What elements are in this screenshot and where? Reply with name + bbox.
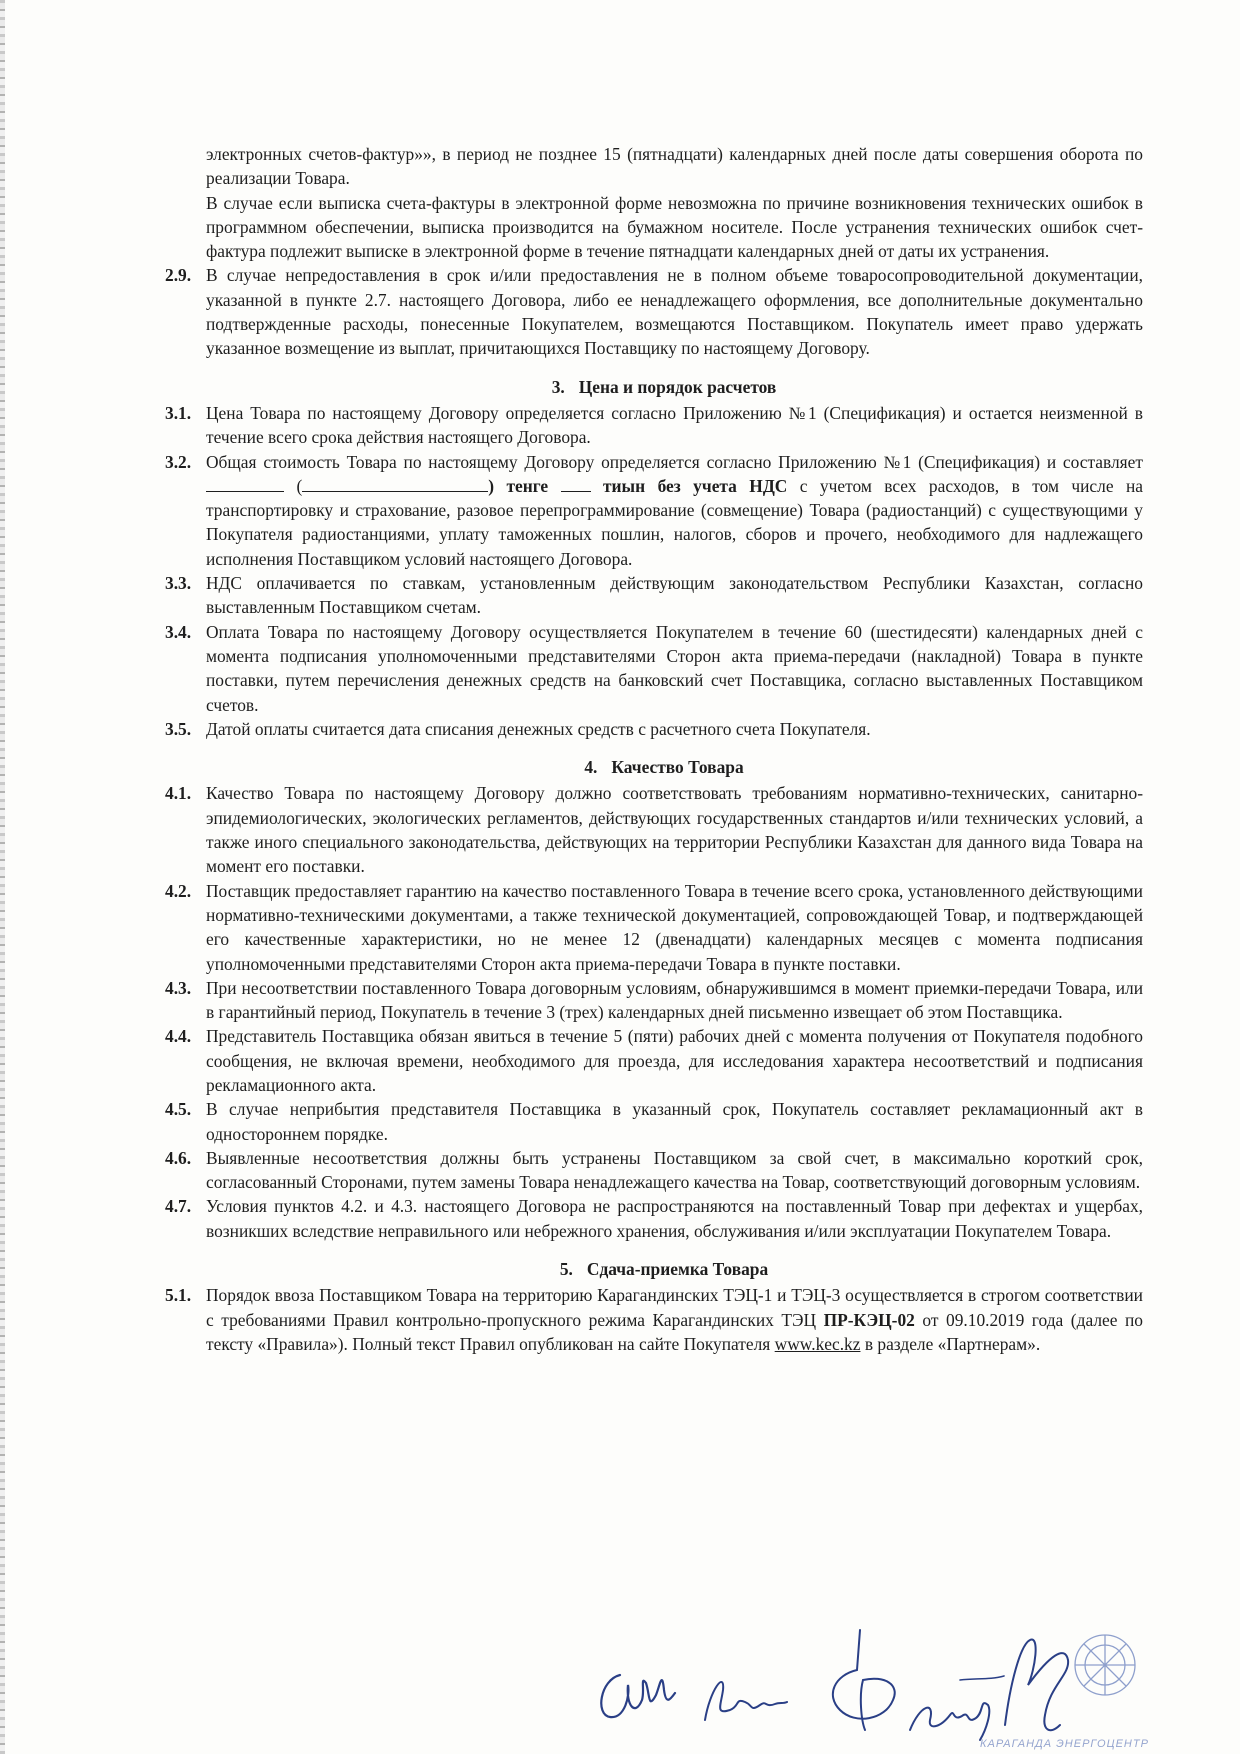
- clause-number: 4.2.: [165, 880, 192, 901]
- clause-3-1: [165, 401, 1143, 450]
- clause-number: 4.5.: [165, 1099, 192, 1120]
- clause-text-part-b: от 09.10.2019 года (далее по тексту «Правила»). Полный текст Правил опубликован на сайте Покупателя: [206, 1309, 1143, 1354]
- clause-text: В случае непредоставления в срок и/или предоставления не в полном объеме товаросопроводительной документации, указанной в пункте 2.7. настоящего Договора, либо ее ненадлежащего оформления, все дополнительные документально подтвержденные расходы, понесенные Покупателем, возмещаются Поставщиком. Покупатель имеет право удержать указанное возмещение из выплат, причитающихся Поставщику по настоящему Договору.: [206, 265, 1143, 359]
- clause-4-4: [165, 1024, 1143, 1097]
- website-link[interactable]: www.kec.kz: [774, 1333, 861, 1354]
- clause-4-3: [165, 976, 1143, 1025]
- section-heading: Качество Товара: [611, 757, 744, 778]
- clause-4-5: [165, 1097, 1143, 1146]
- clause-number: 4.4.: [165, 1026, 192, 1047]
- clause-number: 3.4.: [165, 621, 192, 642]
- clause-text-part-a: Общая стоимость Товара по настоящему Договору определяется согласно Приложению №1 (Спецификация) и составляет: [206, 451, 1143, 472]
- signature-3: [815, 1625, 905, 1735]
- section-number: 4.: [584, 757, 598, 778]
- clause-number: 3.3.: [165, 573, 192, 594]
- scan-edge: [0, 0, 5, 1754]
- section-5-title: [165, 1257, 1143, 1281]
- document-page: [165, 142, 1143, 1356]
- clause-3-5: [165, 717, 1143, 741]
- clause-number: 5.1.: [165, 1285, 192, 1306]
- section-3-title: [165, 375, 1143, 399]
- clause-3-3: [165, 571, 1143, 620]
- clause-text: В случае неприбытия представителя Поставщика в указанный срок, Покупатель составляет рекламационный акт в одностороннем порядке.: [206, 1099, 1143, 1144]
- signatures-area: [590, 1620, 1170, 1750]
- clause-number: 4.1.: [165, 783, 192, 804]
- stamp-emblem: [1060, 1620, 1150, 1720]
- clause-text: Поставщик предоставляет гарантию на качество поставленного Товара в течение всего срока, установленного действующими нормативно-техническими документами, а также технической документацией, сопровождающей Товар, и подтверждающей его качественные характеристики, но не менее 12 (двенадцати) календарных месяцев с момента подписания уполномоченными представителями Сторон акта приема-передачи Товара в пункте поставки.: [206, 880, 1143, 974]
- clause-number: 4.7.: [165, 1196, 192, 1217]
- clause-number: 2.9.: [165, 265, 192, 286]
- tiyn-label: тиын без учета НДС: [603, 475, 788, 496]
- stamp-text: КАРАГАНДА ЭНЕРГОЦЕНТР: [980, 1738, 1149, 1750]
- section-4-title: [165, 755, 1143, 779]
- intro-block: [165, 142, 1143, 263]
- clause-number: 3.2.: [165, 451, 192, 472]
- clause-number: 3.5.: [165, 718, 192, 739]
- clause-number: 3.1.: [165, 402, 192, 423]
- clause-text: [206, 1283, 1143, 1356]
- amount-blank: [206, 476, 284, 492]
- clause-text-part-a: Порядок ввоза Поставщиком Товара на территорию Карагандинских ТЭЦ-1 и ТЭЦ-3 осуществляется в строгом соответствии с требованиями Правил контрольно-пропускного режима Карагандинских ТЭЦ: [206, 1285, 1143, 1330]
- section-heading: Сдача-приемка Товара: [586, 1259, 769, 1280]
- clause-text: Оплата Товара по настоящему Договору осуществляется Покупателем в течение 60 (шестидесяти) календарных дней с момента подписания уполномоченными представителями Сторон акта приема-передачи (накладной) Товара в пункте поставки, путем перечисления денежных средств на банковский счет Поставщика, согласно выставленных Поставщиком счетов.: [206, 621, 1143, 715]
- clause-text: Качество Товара по настоящему Договору должно соответствовать требованиям нормативно-технических, санитарно-эпидемиологических, экологических регламентов, действующих государственных стандартов и/или технических условий, а также иного специального законодательства, действующих на территории Республики Казахстан для данного вида Товара на момент его поставки.: [206, 783, 1143, 877]
- clause-3-2: [165, 450, 1143, 571]
- clause-5-1: [165, 1283, 1143, 1356]
- clause-4-6: [165, 1146, 1143, 1195]
- clause-number: 4.3.: [165, 977, 192, 998]
- clause-text: Представитель Поставщика обязан явиться в течение 5 (пяти) рабочих дней с момента получения от Покупателя подобного сообщения, не включая времени, необходимого для проезда, для исследования характера несоответствий и подписания рекламационного акта.: [206, 1026, 1143, 1095]
- clause-3-4: [165, 620, 1143, 717]
- clause-text: Датой оплаты считается дата списания денежных средств с расчетного счета Покупателя.: [206, 718, 871, 739]
- clause-text: При несоответствии поставленного Товара договорным условиям, обнаружившимся в момент приемки-передачи Товара, или в гарантийный период, Покупатель в течение 3 (трех) календарных дней письменно извещает об этом Поставщика.: [206, 977, 1143, 1023]
- open-paren: (: [296, 475, 303, 496]
- clause-number: 4.6.: [165, 1147, 192, 1168]
- clause-text: [206, 450, 1143, 571]
- tiyn-blank: [561, 476, 591, 492]
- clause-4-2: [165, 879, 1143, 976]
- rules-code: ПР-КЭЦ-02: [823, 1309, 915, 1330]
- section-number: 3.: [551, 376, 565, 397]
- clause-4-7: [165, 1194, 1143, 1243]
- amount-words-blank: [302, 476, 488, 492]
- section-number: 5.: [559, 1259, 573, 1280]
- intro-paragraph-1: электронных счетов-фактур»», в период не позднее 15 (пятнадцати) календарных дней после даты совершения оборота по реализации Товара.: [206, 144, 1143, 189]
- clause-4-1: [165, 781, 1143, 878]
- intro-paragraph-2: В случае если выписка счета-фактуры в электронной форме невозможна по причине возникновения технических ошибок в программном обеспечении, выписка производится на бумажном носителе. После устранения технических ошибок счет-фактура подлежит выписке в электронной форме в течение пятнадцати календарных дней от даты их устранения.: [206, 192, 1143, 262]
- clause-text: Условия пунктов 4.2. и 4.3. настоящего Договора не распространяются на поставленный Товар при дефектах и ущербах, возникших вследствие неправильного или небрежного хранения, обслуживания и/или эксплуатации Покупателем Товара.: [206, 1196, 1143, 1241]
- clause-text: Цена Товара по настоящему Договору определяется согласно Приложению №1 (Спецификация) и остается неизменной в течение всего срока действия настоящего Договора.: [206, 402, 1143, 448]
- section-heading: Цена и порядок расчетов: [578, 376, 777, 397]
- clause-text: НДС оплачивается по ставкам, установленным действующим законодательством Республики Казахстан, согласно выставленным Поставщиком счетам.: [206, 573, 1143, 618]
- clause-text: Выявленные несоответствия должны быть устранены Поставщиком за свой счет, в максимально короткий срок, согласованный Сторонами, путем замены Товара ненадлежащего качества на Товар, соответствующий договорным условиям.: [206, 1147, 1143, 1193]
- clause-text-part-c: в разделе «Партнерам».: [864, 1333, 1041, 1354]
- signature-1: [590, 1655, 680, 1735]
- tenge-label: ) тенге: [488, 475, 549, 496]
- signature-2: [695, 1660, 790, 1730]
- clause-text-part-b: с учетом всех расходов, в том числе на транспортировку и страхование, разовое перепрограммирование (совмещение) Товара (радиостанций) с существующими у Покупателя радиостанциями, уплату таможенных пошлин, налогов, сборов и прочего, необходимого для надлежащего исполнения Поставщиком условий настоящего Договора.: [206, 475, 1143, 569]
- clause-2-9: [165, 263, 1143, 360]
